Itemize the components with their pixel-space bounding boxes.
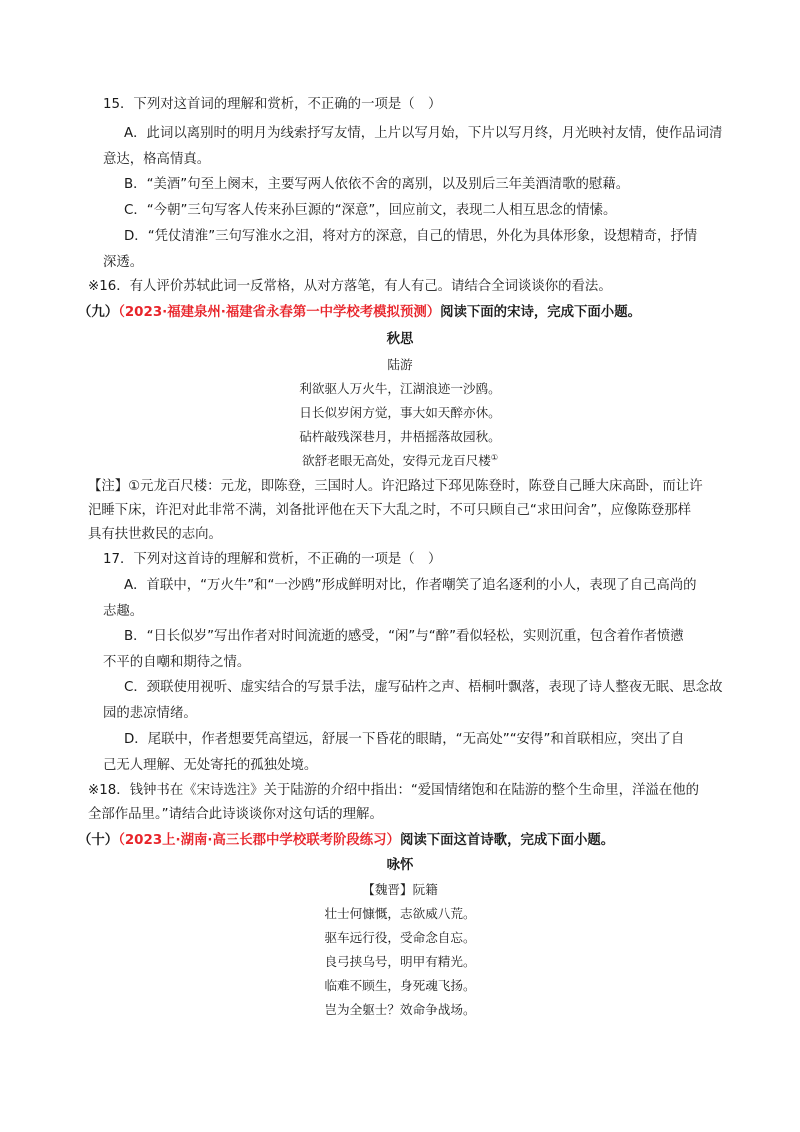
poem2-line: 临难不顾生，身死魂飞扬。 (324, 978, 476, 993)
q17-option-c-line2: 园的悲凉情绪。 (103, 706, 197, 721)
q15-option-c: C．“今朝”三句写客人传来孙巨源的“深意”，回应前文，表现二人相互思念的情愫。 (124, 203, 617, 218)
q15-option-a-line1: A．此词以离别时的明月为线索抒写友情，上片以写月始，下片以写月终，月光映衬友情，使作品词清 (124, 126, 723, 141)
section9-instruction: 阅读下面的宋诗，完成下面小题。 (440, 305, 641, 320)
section10-source: （2023上·湖南·高三长郡中学校联考阶段练习） (118, 833, 400, 848)
q16-text: ※16．有人评价苏轼此词一反常格，从对方落笔，有人有己。请结合全词谈谈你的看法。 (88, 279, 612, 294)
section10-header (78, 832, 614, 850)
q15-option-d-line1: D．“凭仗清淮”三句写淮水之泪，将对方的深意，自己的情思，外化为具体形象，设想精奇，抒情 (124, 229, 698, 244)
q15-stem: 15．下列对这首词的理解和赏析，不正确的一项是（ ） (103, 97, 442, 112)
q17-option-b-line1: B．“日长似岁”写出作者对时间流逝的感受，“闲”与“醉”看似轻松，实则沉重，包含着作者愤懑 (124, 629, 684, 644)
footnote-marker: ① (490, 452, 499, 462)
poem2-title: 咏怀 (386, 858, 414, 873)
q17-option-a-line2: 志趣。 (103, 604, 144, 619)
q17-option-c-line1: C．颈联使用视听、虚实结合的写景手法，虚写砧杵之声、梧桐叶飘落，表现了诗人整夜无眠、思念故 (124, 680, 723, 695)
q17-option-a-line1: A．首联中，“万火牛”和“一沙鸥”形成鲜明对比，作者嘲笑了追名逐利的小人，表现了自己高尚的 (124, 578, 697, 593)
poem1-line: 砧杵敲残深巷月，井梧摇落故园秋。 (299, 429, 501, 444)
poem2-line: 岂为全躯士？效命争战场。 (324, 1002, 476, 1017)
section9-number: （九） (78, 305, 119, 320)
poem1-author: 陆游 (387, 357, 413, 372)
note-line2: 汜睡下床，许汜对此非常不满，刘备批评他在天下大乱之时，不可只顾自己“求田问舍”，应像陈登那样 (88, 503, 692, 518)
note-line3: 具有扶世救民的志向。 (88, 527, 222, 542)
q15-option-a-line2: 意达，格高情真。 (103, 152, 211, 167)
poem1-line: 利欲驱人万火牛，江湖浪迹一沙鸥。 (299, 381, 501, 396)
section10-number: （十） (78, 833, 119, 848)
note-line1: 【注】①元龙百尺楼：元龙，即陈登，三国时人。许汜路过下邳见陈登时，陈登自己睡大床高卧，而让许 (88, 479, 703, 494)
section10-instruction: 阅读下面这首诗歌，完成下面小题。 (399, 833, 615, 848)
q18-line1: ※18．钱钟书在《宋诗选注》关于陆游的介绍中指出：“爱国情绪饱和在陆游的整个生命里，洋溢在他的 (88, 783, 699, 798)
section9-source: （2023·福建泉州·福建省永春第一中学校考模拟预测） (118, 305, 441, 320)
q15-option-b: B．“美酒”句至上阕末，主要写两人依依不舍的离别，以及别后三年美酒清歌的慰藉。 (124, 177, 630, 192)
q17-stem: 17．下列对这首诗的理解和赏析，不正确的一项是（ ） (103, 552, 442, 567)
poem2-line: 壮士何慷慨，志欲威八荒。 (324, 906, 476, 921)
q18-line2: 全部作品里。”请结合此诗谈谈你对这句话的理解。 (88, 807, 383, 822)
poem2-line: 驱车远行役，受命念自忘。 (324, 930, 476, 945)
poem1-line (0, 452, 800, 470)
poem2-line: 良弓挟乌号，明甲有精光。 (324, 954, 476, 969)
q17-option-d-line2: 己无人理解、无处寄托的孤独处境。 (103, 758, 318, 773)
poem1-title: 秋思 (386, 332, 414, 347)
q17-option-b-line2: 不平的自嘲和期待之情。 (103, 655, 251, 670)
poem2-author: 【魏晋】阮籍 (362, 882, 438, 897)
q17-option-d-line1: D．尾联中，作者想要凭高望远，舒展一下昏花的眼睛，“无高处”“安得”和首联相应，突出了自 (124, 732, 685, 747)
section9-header (78, 304, 641, 322)
poem1-line-text: 欲舒老眼无高处，安得元龙百尺楼 (301, 453, 491, 468)
q15-option-d-line2: 深透。 (103, 255, 144, 270)
poem1-line: 日长似岁闲方觉，事大如天醉亦休。 (299, 405, 501, 420)
